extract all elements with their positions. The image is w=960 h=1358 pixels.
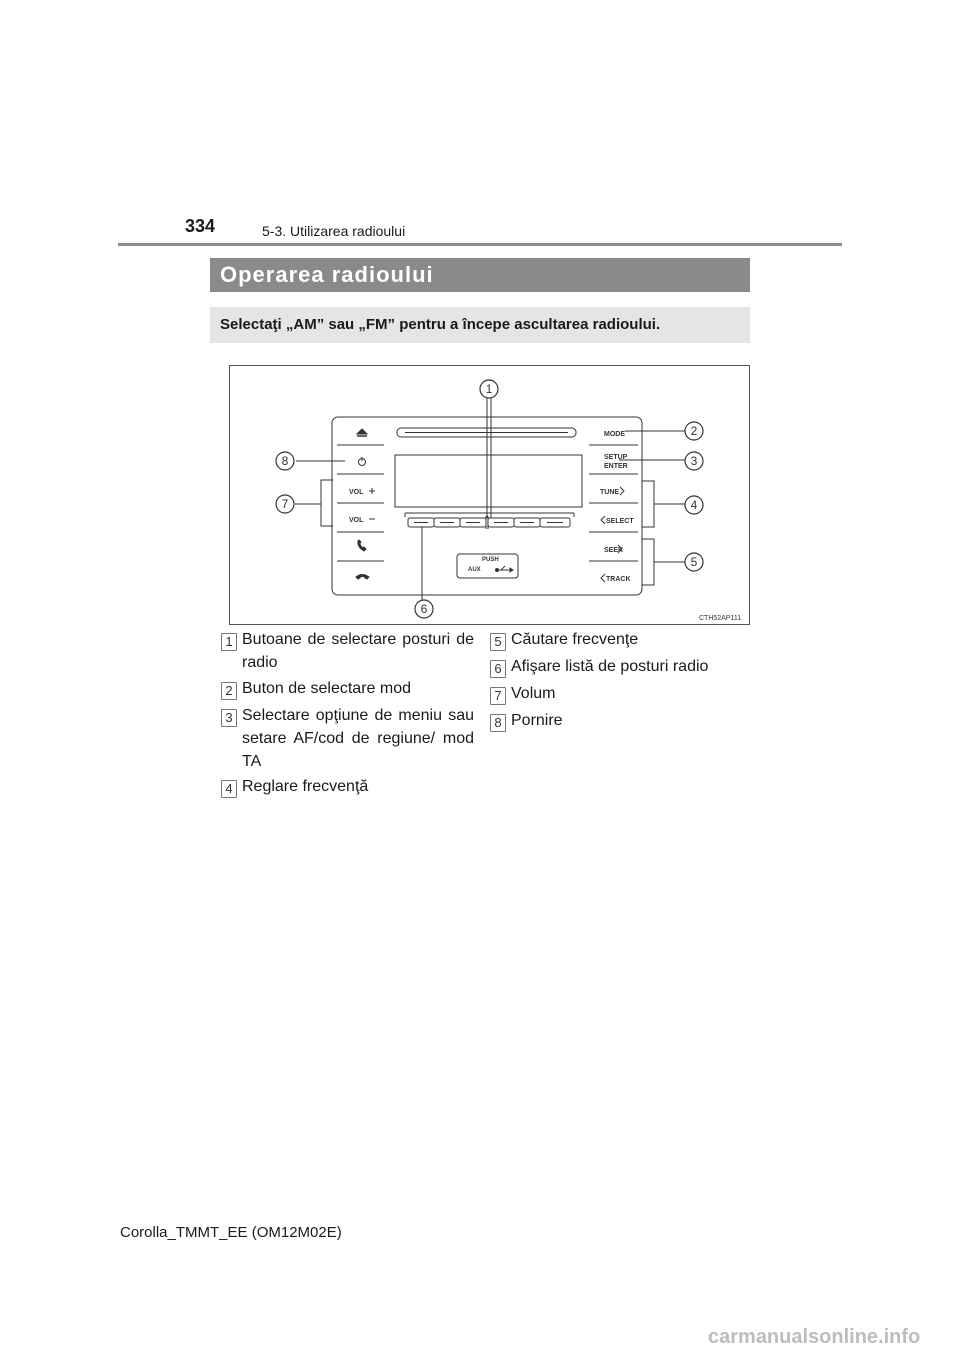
page-number: 334: [185, 216, 216, 236]
preset-buttons: [408, 516, 570, 529]
legend-number-2: 2: [221, 682, 237, 700]
figure-code: CTH52AP111: [699, 615, 742, 622]
legend-text-2: Buton de selectare mod: [242, 680, 411, 697]
legend-number-3: 3: [221, 709, 237, 727]
eject-icon: [357, 429, 367, 434]
callout-7: 7: [281, 497, 289, 511]
legend-text-8: Pornire: [511, 712, 563, 729]
callout-4: 4: [690, 498, 698, 512]
phone-pickup-icon: [358, 540, 366, 551]
footer-watermark[interactable]: carmanualsonline.info: [708, 1326, 921, 1348]
callout-5: 5: [690, 555, 698, 569]
legend-number-4: 4: [221, 780, 237, 798]
legend-text-3: Selectare opţiune de meniu sau setare AF/cod de regiune/ mod TA: [242, 707, 474, 770]
select-label: SELECT: [606, 518, 634, 525]
footer-model: Corolla_TMMT_EE (OM12M02E): [120, 1224, 342, 1241]
callout-8: 8: [281, 454, 289, 468]
legend-text-5: Căutare frecvenţe: [511, 631, 639, 648]
tune-label: TUNE: [600, 489, 620, 496]
seek-label: SEEK: [604, 547, 624, 554]
section-label: 5-3. Utilizarea radioului: [262, 223, 406, 239]
callout-3: 3: [690, 454, 698, 468]
mode-label: MODE: [604, 431, 625, 438]
callout-2: 2: [690, 424, 698, 438]
display-screen: [395, 455, 582, 507]
callout-6: 6: [420, 602, 428, 616]
legend-number-5: 5: [490, 633, 506, 651]
legend-text-6: Afişare listă de posturi radio: [511, 658, 709, 675]
header-rule: [118, 243, 842, 246]
vol-down-label: VOL: [349, 517, 364, 524]
legend-text-7: Volum: [511, 685, 556, 702]
legend-number-8: 8: [490, 714, 506, 732]
vol-up-label: VOL: [349, 489, 364, 496]
callout-1: 1: [485, 382, 493, 396]
radio-panel-drawing: [229, 365, 750, 625]
setup-label: SETUP: [604, 454, 628, 461]
aux-label: AUX: [468, 567, 481, 573]
legend-number-7: 7: [490, 687, 506, 705]
phone-hangup-icon: [356, 575, 369, 580]
instruction-text: Selectaţi „AM” sau „FM” pentru a începe ascultarea radioului.: [210, 307, 750, 343]
legend-number-6: 6: [490, 660, 506, 678]
page-title: Operarea radioului: [210, 258, 750, 292]
track-label: TRACK: [606, 576, 631, 583]
legend-number-1: 1: [221, 633, 237, 651]
push-label: PUSH: [482, 557, 499, 563]
radio-figure: [229, 365, 750, 625]
legend-text-1: Butoane de selectare posturi de radio: [242, 631, 474, 671]
enter-label: ENTER: [604, 463, 628, 470]
legend-text-4: Reglare frecvenţă: [242, 778, 369, 795]
